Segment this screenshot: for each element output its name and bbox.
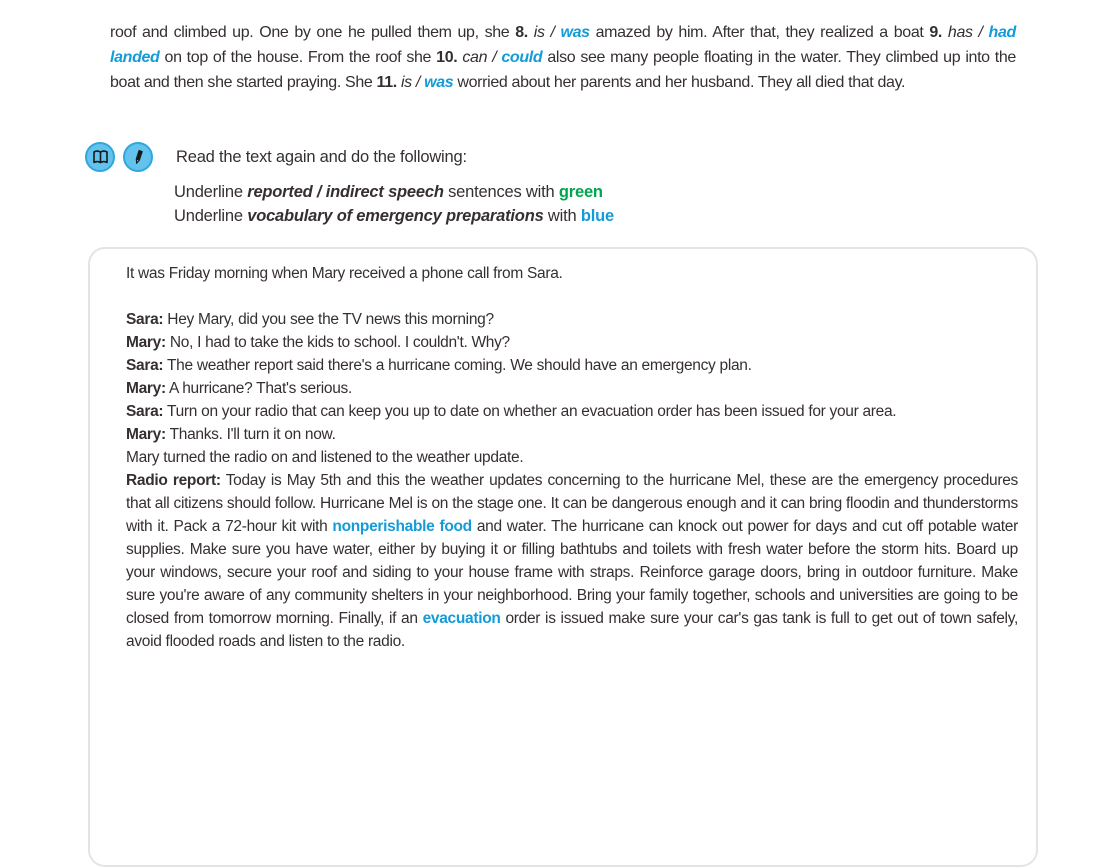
radio-report-paragraph	[126, 469, 1018, 653]
task-prompt: Read the text again and do the following:	[176, 147, 467, 166]
dialogue-line	[126, 354, 1018, 377]
speaker-name: Sara:	[126, 311, 164, 328]
text-segment: also see many people floating in the water. They climbed up into the boat and then she started praying. She	[110, 49, 1016, 91]
speaker-name: Mary:	[126, 426, 166, 443]
text-segment: 9.	[929, 24, 943, 41]
text-segment: roof and climbed up. One by one he pulled them up, she	[110, 24, 516, 41]
dialogue-text: No, I had to take the kids to school. I couldn't. Why?	[169, 334, 510, 351]
text-segment: was	[560, 24, 590, 41]
text-segment: green	[558, 183, 603, 201]
dialogue-text: Thanks. I'll turn it on now.	[169, 426, 336, 443]
text-segment: Underline	[174, 206, 248, 225]
passage-intro: It was Friday morning when Mary received a phone call from Sara.	[126, 265, 563, 282]
text-segment: on top of the house. From the roof she	[159, 49, 437, 66]
pencil-icon	[123, 142, 153, 172]
text-segment: had landed	[110, 24, 1016, 66]
text-segment: 8.	[515, 24, 528, 41]
text-segment: amazed by him. After that, they realized a boat	[589, 24, 930, 41]
text-segment: could	[501, 49, 543, 66]
open-book-icon	[85, 142, 115, 172]
dialogue-line	[126, 377, 1018, 400]
text-segment: worried about her parents and her husband. They all died that day.	[453, 74, 906, 91]
task-row	[85, 142, 467, 172]
dialogue-line	[126, 423, 1018, 446]
text-segment: Radio report:	[126, 472, 221, 489]
text-segment: with	[543, 206, 581, 225]
dialogue-text: A hurricane? That's serious.	[169, 380, 352, 397]
speaker-name: Sara:	[126, 357, 164, 374]
dialogue-line	[126, 400, 1018, 423]
speaker-name: Mary:	[126, 380, 166, 397]
text-segment: was	[424, 74, 454, 91]
text-segment: is /	[400, 74, 425, 91]
task-instructions	[174, 181, 614, 228]
speaker-name: Mary:	[126, 334, 166, 351]
text-segment: can /	[462, 49, 502, 66]
text-segment: 10.	[436, 49, 458, 66]
text-segment: and water. The hurricane can knock out power for days and cut off potable water supplies. Make sure you have water, either by buying it or filling bathtubs and toilets with fresh water before the storm hits. Board up your windows, secure your roof and siding to your house frame with straps. Reinforce garage doors, bring in outdoor furniture. Make sure you're aware of any community shelters in your neighborhood. Bring your family together, schools and universities are going to be closed from tomorrow morning. Finally, if an	[126, 518, 1018, 627]
text-segment: Underline	[174, 183, 248, 201]
passage-narration: Mary turned the radio on and listened to the weather update.	[126, 449, 524, 466]
instruction-green	[174, 181, 614, 205]
text-segment: reported / indirect speech	[247, 183, 444, 201]
dialogue-text: The weather report said there's a hurricane coming. We should have an emergency plan.	[167, 357, 752, 374]
text-segment: is /	[533, 24, 561, 41]
instruction-blue	[174, 205, 614, 229]
grammar-exercise-paragraph	[110, 20, 1016, 95]
text-segment: 11.	[376, 74, 397, 91]
text-segment: Today is May 5th and this the weather updates concerning to the hurricane Mel, these are the emergency procedures that all citizens should follow. Hurricane Mel is on the stage one. It can be dangerous enough and it can bring floodin and thunderstorms with it. Pack a 72-hour kit with	[126, 472, 1018, 535]
speaker-name: Sara:	[126, 403, 164, 420]
dialogue-text: Turn on your radio that can keep you up to date on whether an evacuation order has been issued for your area.	[167, 403, 897, 420]
text-segment: evacuation	[422, 610, 501, 627]
text-segment: has /	[947, 24, 989, 41]
text-segment: blue	[580, 206, 614, 225]
dialogue-line	[126, 308, 1018, 331]
text-segment: order is issued make sure your car's gas tank is full to get out of town safely, avoid flooded roads and listen to the radio.	[126, 610, 1018, 650]
text-segment: vocabulary of emergency preparations	[247, 206, 544, 225]
text-segment: sentences with	[443, 183, 559, 201]
text-segment: nonperishable food	[332, 518, 472, 535]
dialogue-text: Hey Mary, did you see the TV news this morning?	[167, 311, 494, 328]
dialogue-line	[126, 331, 1018, 354]
dialogue	[126, 308, 1018, 446]
reading-passage-box	[88, 247, 1038, 867]
